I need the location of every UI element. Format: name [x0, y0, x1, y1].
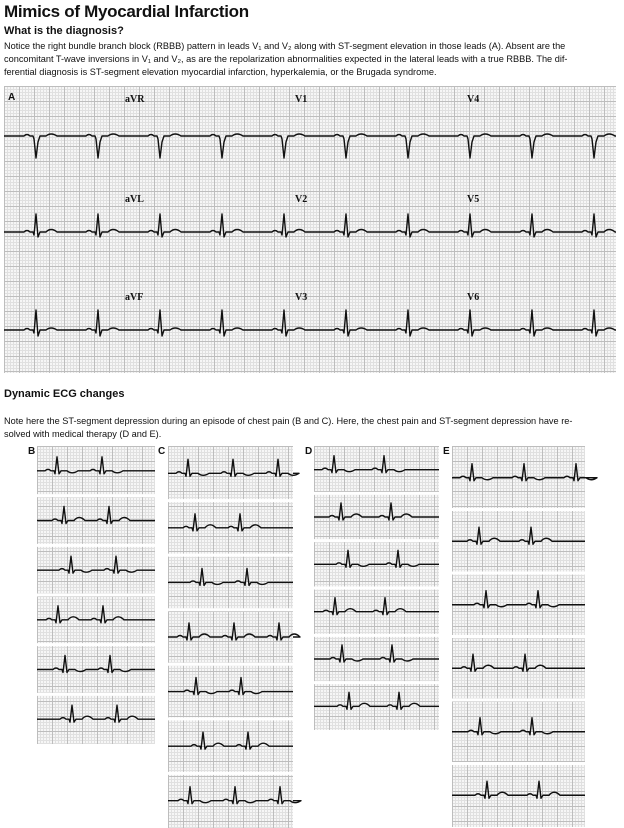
ecg-trace	[314, 645, 439, 662]
lead-label-v4: V4	[467, 94, 480, 105]
ecg-trace	[37, 606, 155, 623]
ecg-trace	[452, 781, 585, 798]
panel-d-label: D	[305, 446, 313, 457]
ecg-trace	[314, 503, 439, 520]
ecg-trace	[168, 623, 300, 640]
panel-b-label: B	[28, 446, 36, 457]
ecg-trace	[168, 732, 293, 749]
lead-label-v6: V6	[467, 292, 480, 303]
dynamic-line-2: solved with medical therapy (D and E).	[4, 429, 162, 439]
panele-traces	[452, 446, 585, 827]
ecg-trace	[452, 464, 597, 481]
ecg-trace	[168, 678, 293, 695]
panel-e-label: E	[443, 446, 450, 457]
dynamic-line-1: Note here the ST-segment depression during an episode of chest pain (B and C). Here, the chest pain and ST-segment depression have re-	[4, 416, 573, 426]
panelc-traces	[168, 446, 293, 828]
answer-line-3: ferential diagnosis is ST-segment elevation myocardial infarction, hyperkalemia, or the Brugada syndrome.	[4, 67, 437, 77]
lead-label-v3: V3	[295, 292, 308, 303]
panel-a-label: A	[8, 92, 16, 103]
ecg-panel-c	[168, 446, 293, 828]
lead-label-v5: V5	[467, 194, 480, 205]
ecg-trace	[37, 656, 155, 673]
ecg-trace-row-3	[4, 310, 616, 336]
ecg-trace	[168, 787, 301, 804]
dynamic-heading: Dynamic ECG changes	[4, 388, 125, 400]
ecg-trace-row-2	[4, 214, 616, 237]
paneld-traces	[314, 446, 439, 730]
panel-c-label: C	[158, 446, 166, 457]
question-heading: What is the diagnosis?	[4, 25, 124, 37]
ecg-trace	[452, 527, 585, 544]
ecg-panel-e	[452, 446, 585, 827]
ecg-trace	[452, 654, 585, 671]
ecg-trace	[37, 507, 155, 524]
answer-line-2: concomitant T-wave inversions in V₁ and V₂, as are the repolarization abnormalities expected in the lateral leads with a true RBBB. The dif-	[4, 54, 568, 64]
panelb-traces	[37, 446, 155, 744]
ecg-trace	[168, 568, 293, 585]
ecg-panel-d	[314, 446, 439, 730]
ecg-trace	[168, 514, 293, 531]
ecg-trace	[314, 692, 439, 709]
ecg-trace	[452, 591, 585, 608]
ecg-trace	[452, 718, 585, 735]
lead-label-avr: aVR	[125, 94, 145, 105]
ecg-panel-b	[37, 446, 155, 744]
ecg-trace	[168, 459, 299, 476]
lead-label-avf: aVF	[125, 292, 144, 303]
ecg-traces-a	[4, 86, 616, 373]
lead-label-v1: V1	[295, 94, 308, 105]
ecg-panel-a	[4, 86, 616, 373]
page-title: Mimics of Myocardial Infarction	[4, 2, 249, 21]
lead-label-v2: V2	[295, 194, 308, 205]
ecg-trace	[314, 598, 439, 615]
ecg-trace	[37, 705, 155, 722]
ecg-trace	[314, 456, 439, 473]
ecg-trace	[314, 550, 439, 567]
ecg-trace	[37, 556, 155, 573]
ecg-trace-row-1	[4, 134, 616, 158]
answer-line-1: Notice the right bundle branch block (RBBB) pattern in leads V₁ and V₂ along with ST-segment elevation in those leads (A). Absent are the	[4, 41, 566, 51]
lead-label-avl: aVL	[125, 194, 144, 205]
ecg-trace	[37, 457, 155, 474]
